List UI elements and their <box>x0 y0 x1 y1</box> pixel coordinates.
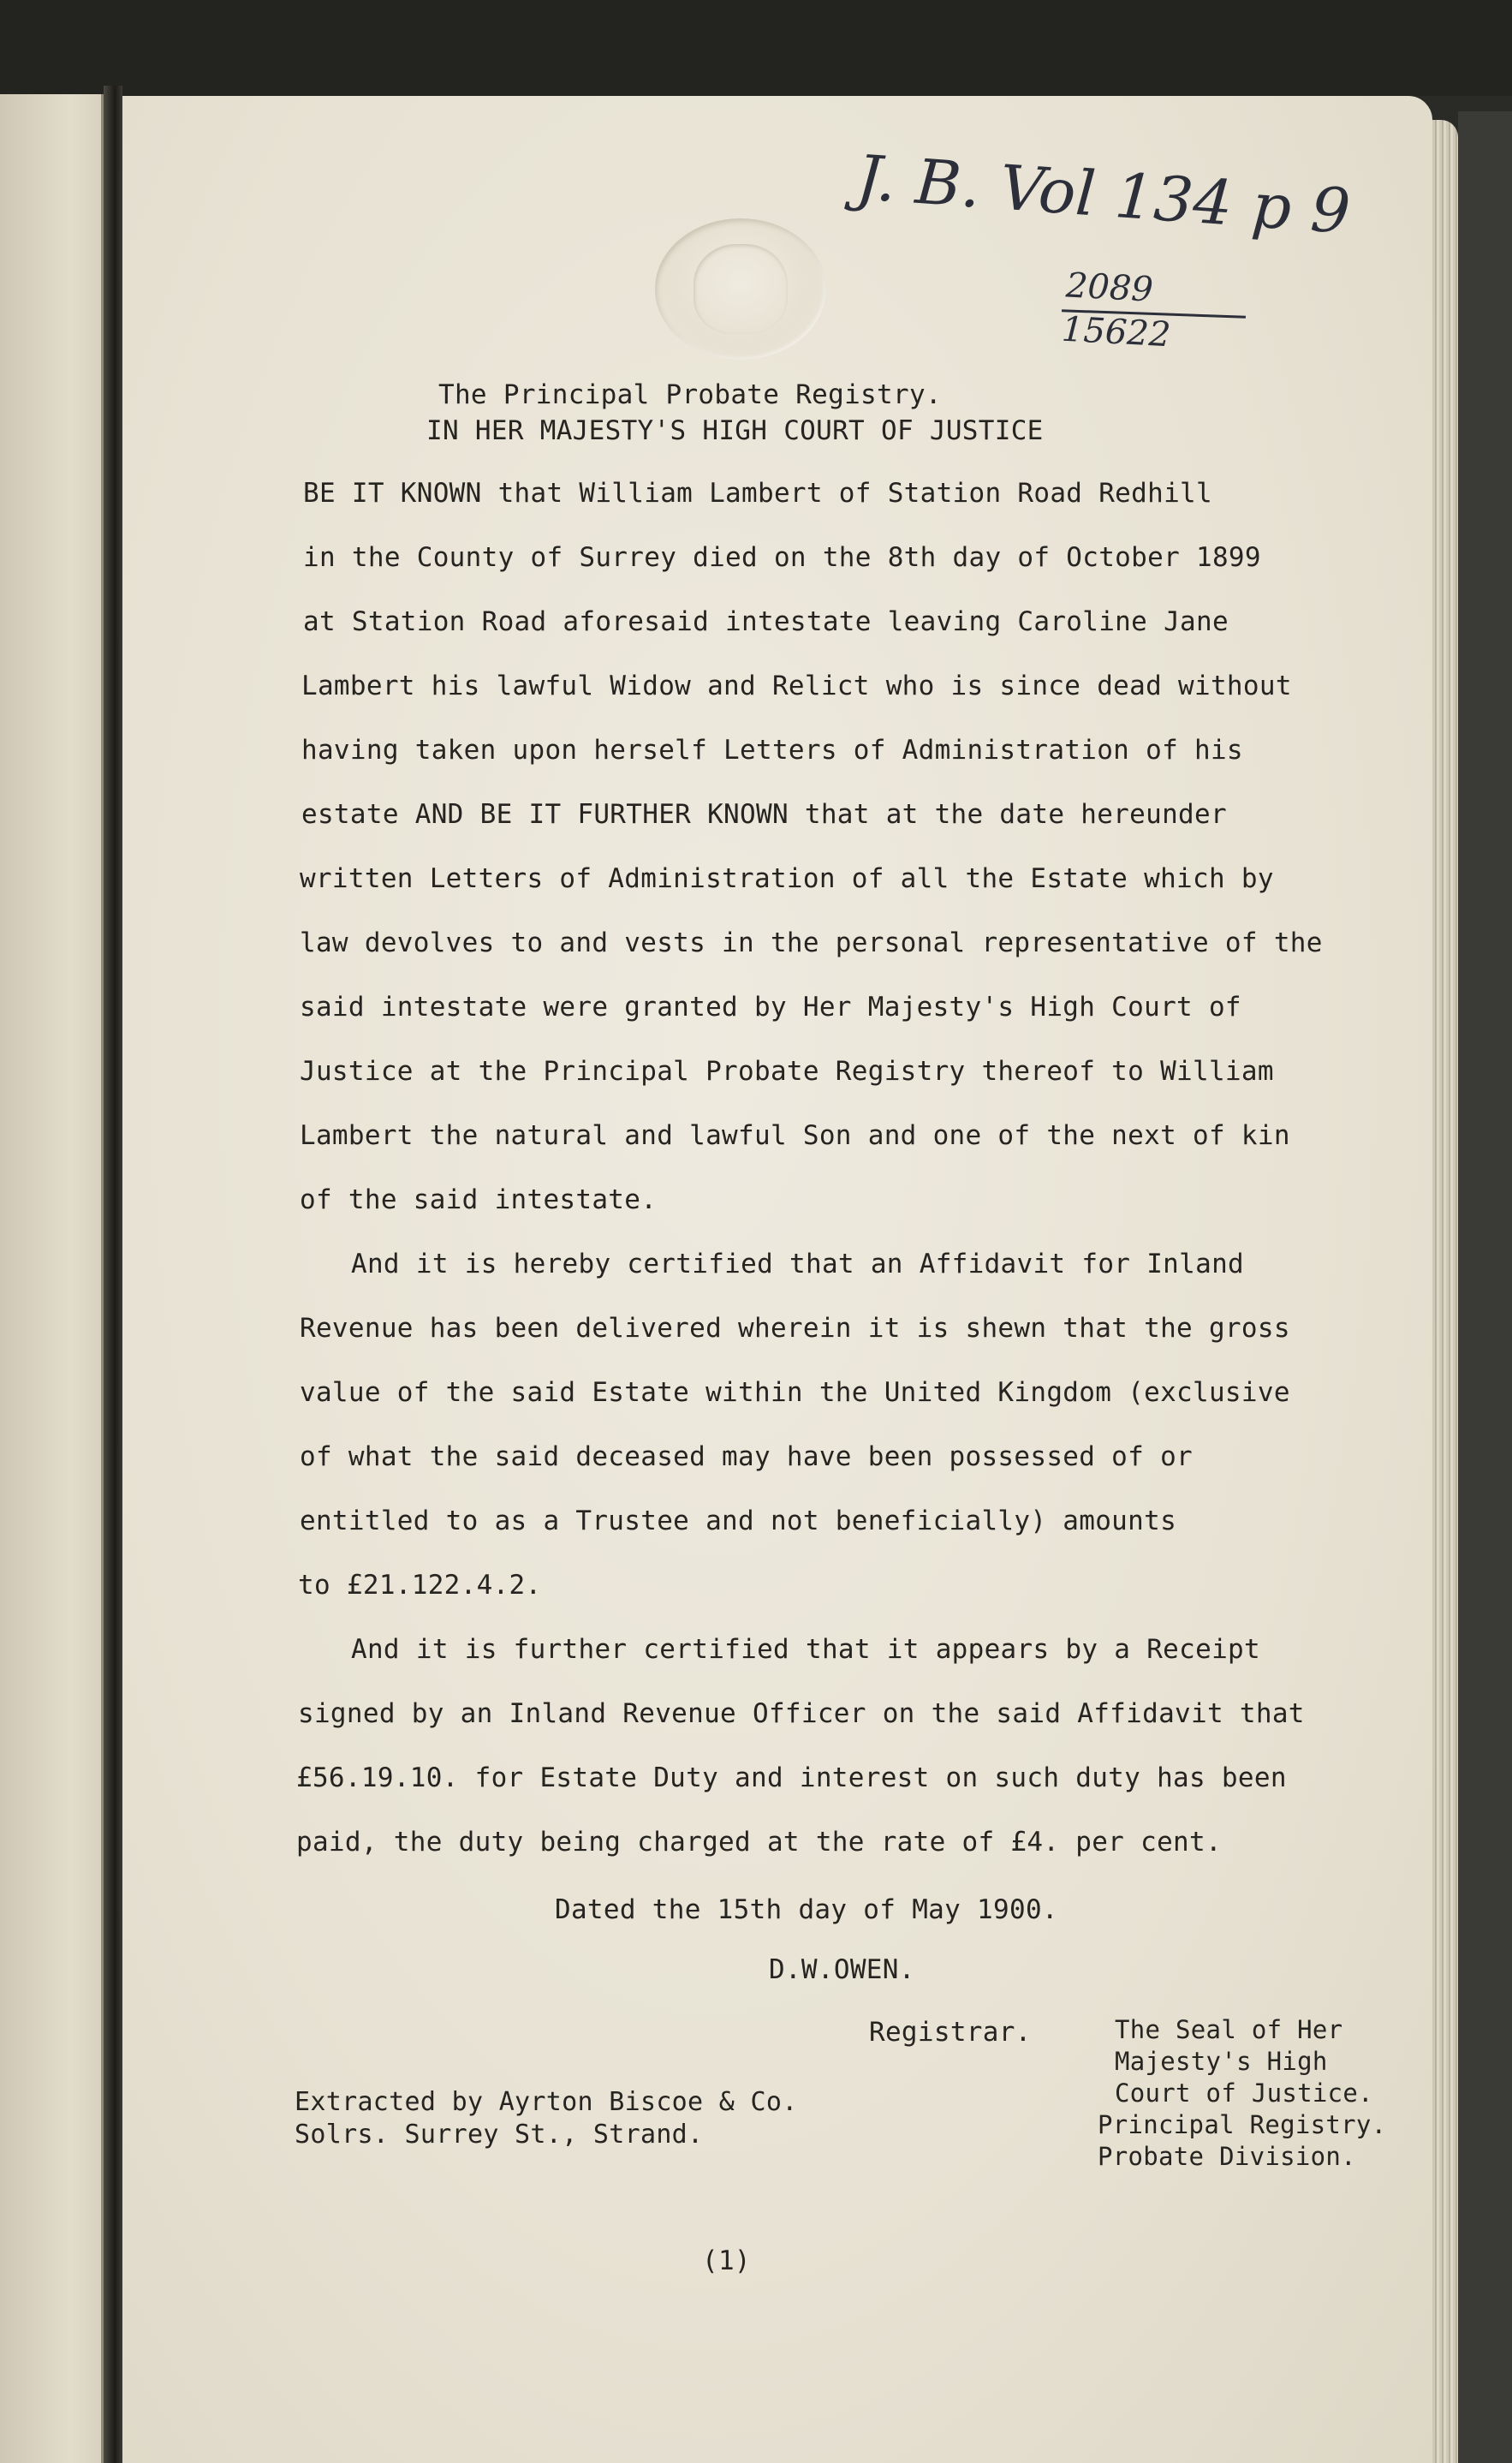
seal-note-line: Court of Justice. <box>1115 2078 1373 2108</box>
body-line: BE IT KNOWN that William Lambert of Station Road Redhill <box>303 478 1212 509</box>
dated-line: Dated the 15th day of May 1900. <box>555 1894 1058 1925</box>
body-line: written Letters of Administration of all the Estate which by <box>300 863 1274 894</box>
court-heading: IN HER MAJESTY'S HIGH COURT OF JUSTICE <box>426 415 1044 446</box>
book-cover-top <box>0 0 1512 96</box>
embossed-seal <box>655 218 826 360</box>
body-line: And it is further certified that it appears by a Receipt <box>351 1634 1260 1665</box>
body-line: signed by an Inland Revenue Officer on the said Affidavit that <box>298 1698 1305 1729</box>
handwritten-number-top: 2089 <box>1064 265 1154 310</box>
body-line: And it is hereby certified that an Affidavit for Inland <box>351 1249 1244 1279</box>
extracted-by-line: Solrs. Surrey St., Strand. <box>295 2120 704 2150</box>
book-cover-edge <box>1458 111 1512 2463</box>
body-line: Lambert the natural and lawful Son and one of the next of kin <box>300 1120 1290 1151</box>
registrar-name: D.W.OWEN. <box>769 1954 915 1985</box>
seal-note-line: Probate Division. <box>1098 2142 1356 2171</box>
body-line: law devolves to and vests in the personal representative of the <box>300 927 1323 958</box>
page-number: (1) <box>702 2245 751 2276</box>
body-line: having taken upon herself Letters of Administration of his <box>301 735 1243 766</box>
body-line: Revenue has been delivered wherein it is shewn that the gross <box>300 1313 1290 1344</box>
body-line: in the County of Surrey died on the 8th day of October 1899 <box>303 542 1261 573</box>
body-line: said intestate were granted by Her Majesty's High Court of <box>300 992 1241 1023</box>
body-line: value of the said Estate within the United Kingdom (exclusive <box>300 1377 1290 1408</box>
registry-heading: The Principal Probate Registry. <box>438 379 942 410</box>
body-line: paid, the duty being charged at the rate of £4. per cent. <box>296 1827 1222 1858</box>
seal-note-line: Principal Registry. <box>1098 2110 1387 2139</box>
body-line: estate AND BE IT FURTHER KNOWN that at the date hereunder <box>301 799 1227 830</box>
body-line: Justice at the Principal Probate Registry thereof to William <box>300 1056 1274 1087</box>
extracted-by-line: Extracted by Ayrton Biscoe & Co. <box>295 2087 798 2117</box>
estate-value-line: to £21.122.4.2. <box>298 1570 542 1601</box>
royal-arms-icon <box>693 244 788 334</box>
body-line: at Station Road aforesaid intestate leaving Caroline Jane <box>303 606 1229 637</box>
body-line: entitled to as a Trustee and not beneficially) amounts <box>300 1506 1177 1536</box>
body-line: £56.19.10. for Estate Duty and interest on such duty has been <box>296 1762 1287 1793</box>
body-line: of what the said deceased may have been possessed of or <box>300 1441 1193 1472</box>
facing-page <box>0 94 104 2463</box>
body-line: Lambert his lawful Widow and Relict who is since dead without <box>301 671 1292 701</box>
handwritten-number-bottom: 15622 <box>1060 309 1172 355</box>
handwritten-reference: J. B. Vol 134 p 9 <box>854 140 1353 248</box>
registrar-title: Registrar. <box>869 2017 1032 2048</box>
seal-note-line: The Seal of Her <box>1115 2015 1343 2044</box>
book-gutter <box>104 86 122 2463</box>
seal-note-line: Majesty's High <box>1115 2047 1328 2076</box>
page-edges <box>1432 120 1458 2463</box>
body-line: of the said intestate. <box>300 1184 658 1215</box>
